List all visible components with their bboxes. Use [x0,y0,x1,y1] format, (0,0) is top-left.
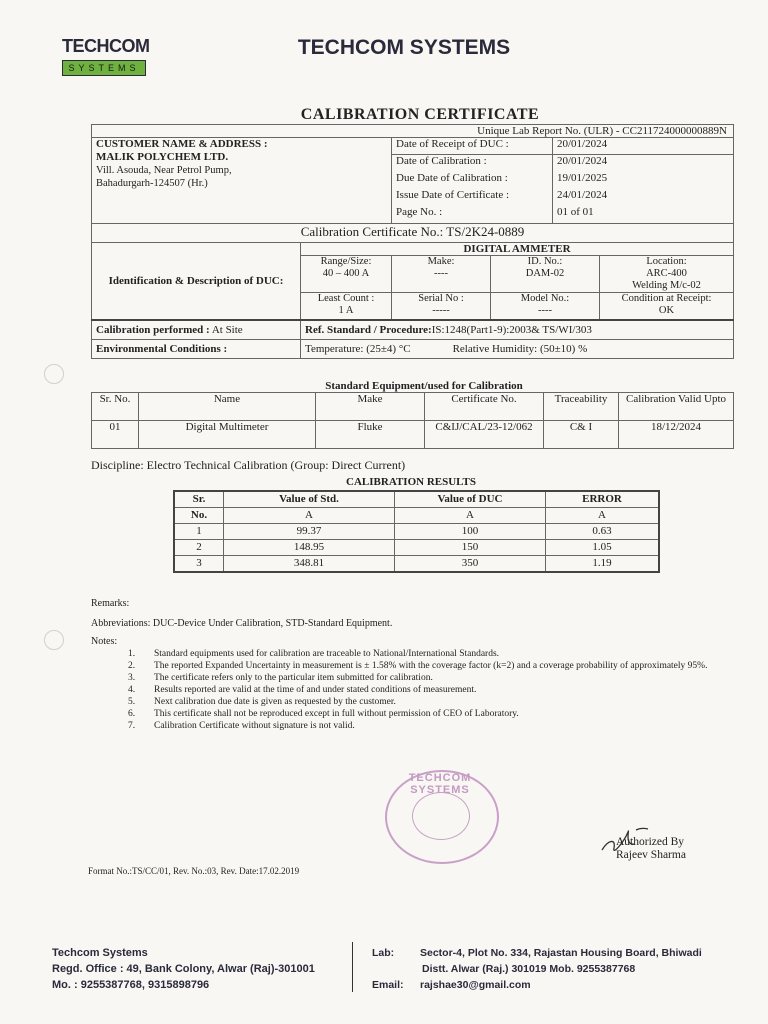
make-label: Make: [427,256,455,267]
lab-address-line1: Sector-4, Plot No. 334, Rajastan Housing Board, Bhiwadi [420,947,702,959]
std-header-valid-upto: Calibration Valid Upto [619,393,734,421]
footer-email: rajshae30@gmail.com [420,979,531,991]
footer-divider [352,942,353,992]
result-cell: 99.37 [224,524,395,540]
note-text: Calibration Certificate without signature is not valid. [154,721,355,731]
calibration-performed-label: Calibration performed : [96,324,210,336]
company-stamp-inner [412,792,470,840]
range-value: 40 – 400 A [322,268,370,279]
due-date-value: 19/01/2025 [557,172,608,184]
stamp-text: TECHCOM SYSTEMS [408,772,472,796]
signature-label: Authorized By [616,836,685,848]
table-row [92,421,734,449]
calibration-performed [92,320,301,340]
issue-date-value: 24/01/2024 [557,189,608,201]
footer-company: Techcom Systems [52,947,148,959]
company-title: TECHCOM SYSTEMS [297,36,511,59]
result-cell: 2 [174,540,224,556]
note-number: 7. [128,721,136,731]
note-number: 3. [128,673,136,683]
reference-standard [301,320,734,340]
std-header-make: Make [316,393,425,421]
due-date-label: Due Date of Calibration : [392,172,553,189]
make-value: ---- [434,268,448,279]
location-value-2: Welding M/c-02 [632,280,701,291]
duc-label: Identification & Description of DUC: [92,243,301,321]
std-cell: Fluke [316,421,425,449]
reference-label: Ref. Standard / Procedure: [305,324,432,336]
id-label: ID. No.: [527,256,563,267]
footer-right [372,945,702,993]
note-item [128,708,738,720]
std-header-name: Name [139,393,316,421]
format-number: Format No.:TS/CC/01, Rev. No.:03, Rev. Date:17.02.2019 [88,866,300,876]
result-cell: 1.05 [546,540,660,556]
lab-address-line2: Distt. Alwar (Raj.) 301019 Mob. 9255387768 [422,963,636,975]
duc-id [491,256,600,293]
note-item [128,696,738,708]
issue-date-label: Issue Date of Certificate : [392,189,553,206]
location-value: ARC-400 [646,268,687,279]
std-header-traceability: Traceability [544,393,619,421]
duc-location [600,256,734,293]
certificate-number: Calibration Certificate No.: TS/2K24-0889 [92,224,734,243]
page-no-value: 01 of 01 [557,206,594,218]
results-title: CALIBRATION RESULTS [346,476,476,488]
reference-value: IS:1248(Part1-9):2003& TS/WI/303 [431,324,592,336]
result-cell: 0.63 [546,524,660,540]
duc-serial [392,293,491,321]
duc-make [392,256,491,293]
result-cell: 150 [395,540,546,556]
results-header-std: Value of Std. [224,491,395,508]
customer-address-line1: Vill. Asouda, Near Petrol Pump, [96,165,232,176]
serial-value: ----- [432,305,450,316]
std-cell: 18/12/2024 [619,421,734,449]
std-cell: 01 [92,421,139,449]
duc-instrument: DIGITAL AMMETER [301,243,734,256]
note-text: Next calibration due date is given as requested by the customer. [154,697,396,707]
results-unit-duc: A [395,508,546,524]
certificate-title: CALIBRATION CERTIFICATE [300,106,540,123]
note-number: 1. [128,649,136,659]
result-cell: 1.19 [546,556,660,573]
duc-least-count [301,293,392,321]
table-row [174,540,659,556]
result-cell: 350 [395,556,546,573]
note-text: Standard equipments used for calibration are traceable to National/International Standards. [154,649,500,659]
result-cell: 1 [174,524,224,540]
environment-label: Environmental Conditions : [96,343,228,355]
table-row [174,524,659,540]
footer-office: Regd. Office : 49, Bank Colony, Alwar (Raj)-301001 [52,963,315,975]
std-header-certificate: Certificate No. [425,393,544,421]
result-cell: 348.81 [224,556,395,573]
least-count-label: Least Count : [317,293,375,304]
footer-mobile: Mo. : 9255387768, 9315898796 [52,979,210,991]
model-value: ---- [538,305,552,316]
condition-label: Condition at Receipt: [621,293,712,304]
signature-block [616,836,686,862]
results-subheader-no: No. [174,508,224,524]
note-number: 6. [128,709,136,719]
note-item [128,648,738,660]
condition-value: OK [658,305,675,316]
duc-condition [600,293,734,321]
std-cell: Digital Multimeter [139,421,316,449]
environmental-conditions [92,340,301,359]
least-count-value: 1 A [338,305,354,316]
note-text: The certificate refers only to the particular item submitted for calibration. [154,673,433,683]
range-label: Range/Size: [320,256,372,267]
calibration-date-value: 20/01/2024 [557,155,608,167]
customer-block [92,138,392,224]
note-text: The reported Expanded Uncertainty in measurement is ± 1.58% with the coverage factor (k=2) and a coverage probability of approximately 95%. [154,661,708,671]
calibration-date-label: Date of Calibration : [392,155,553,173]
discipline: Discipline: Electro Technical Calibration (Group: Direct Current) [91,458,406,472]
abbreviations: Abbreviations: DUC-Device Under Calibration, STD-Standard Equipment. [91,618,393,629]
standard-equipment-title: Standard Equipment/used for Calibration [325,380,523,392]
results-table [173,490,660,573]
logo-subtitle: SYSTEMS [62,60,146,76]
note-item [128,720,738,732]
humidity-value: Relative Humidity: (50±10) % [452,343,588,355]
note-text: This certificate shall not be reproduced except in full without permission of CEO of Laboratory. [154,709,519,719]
results-header-error: ERROR [546,491,660,508]
duc-range [301,256,392,293]
note-item [128,672,738,684]
customer-name: MALIK POLYCHEM LTD. [96,151,229,163]
duc-model [491,293,600,321]
table-row [174,556,659,573]
receipt-date-label: Date of Receipt of DUC : [392,138,553,155]
page-no-label: Page No. : [392,206,553,223]
results-header-duc: Value of DUC [395,491,546,508]
email-label: Email: [372,979,404,991]
results-header-sr: Sr. [174,491,224,508]
note-number: 2. [128,661,136,671]
model-label: Model No.: [520,293,570,304]
std-cell: C& I [544,421,619,449]
results-unit-error: A [546,508,660,524]
notes-heading: Notes: [91,636,118,647]
dates-block [392,138,734,224]
footer-left [52,945,315,993]
receipt-date-value: 20/01/2024 [553,138,734,155]
id-value: DAM-02 [525,268,565,279]
location-label: Location: [646,256,687,267]
remarks: Remarks: [91,598,130,609]
lab-label: Lab: [372,947,395,959]
note-number: 4. [128,685,136,695]
ulr-number: Unique Lab Report No. (ULR) - CC211724000000889N [92,125,734,138]
note-number: 5. [128,697,136,707]
punch-hole [44,630,64,650]
serial-label: Serial No : [418,293,464,304]
notes-list [128,648,738,732]
results-unit-std: A [224,508,395,524]
note-text: Results reported are valid at the time of and under stated conditions of measurement. [154,685,477,695]
note-item [128,660,738,672]
result-cell: 3 [174,556,224,573]
logo-wordmark: TECHCOM [62,36,150,56]
std-cell: C&IJ/CAL/23-12/062 [425,421,544,449]
std-header-sr: Sr. No. [92,393,139,421]
customer-heading: CUSTOMER NAME & ADDRESS : [96,138,268,150]
customer-address-line2: Bahadurgarh-124507 (Hr.) [96,178,208,189]
standard-equipment-table [91,392,734,449]
result-cell: 148.95 [224,540,395,556]
temperature-value: Temperature: (25±4) °C [305,343,411,355]
result-cell: 100 [395,524,546,540]
calibration-performed-value: At Site [211,324,243,336]
signatory-name: Rajeev Sharma [616,849,686,861]
certificate-info-table [91,124,734,359]
environment-values [301,340,734,359]
note-item [128,684,738,696]
